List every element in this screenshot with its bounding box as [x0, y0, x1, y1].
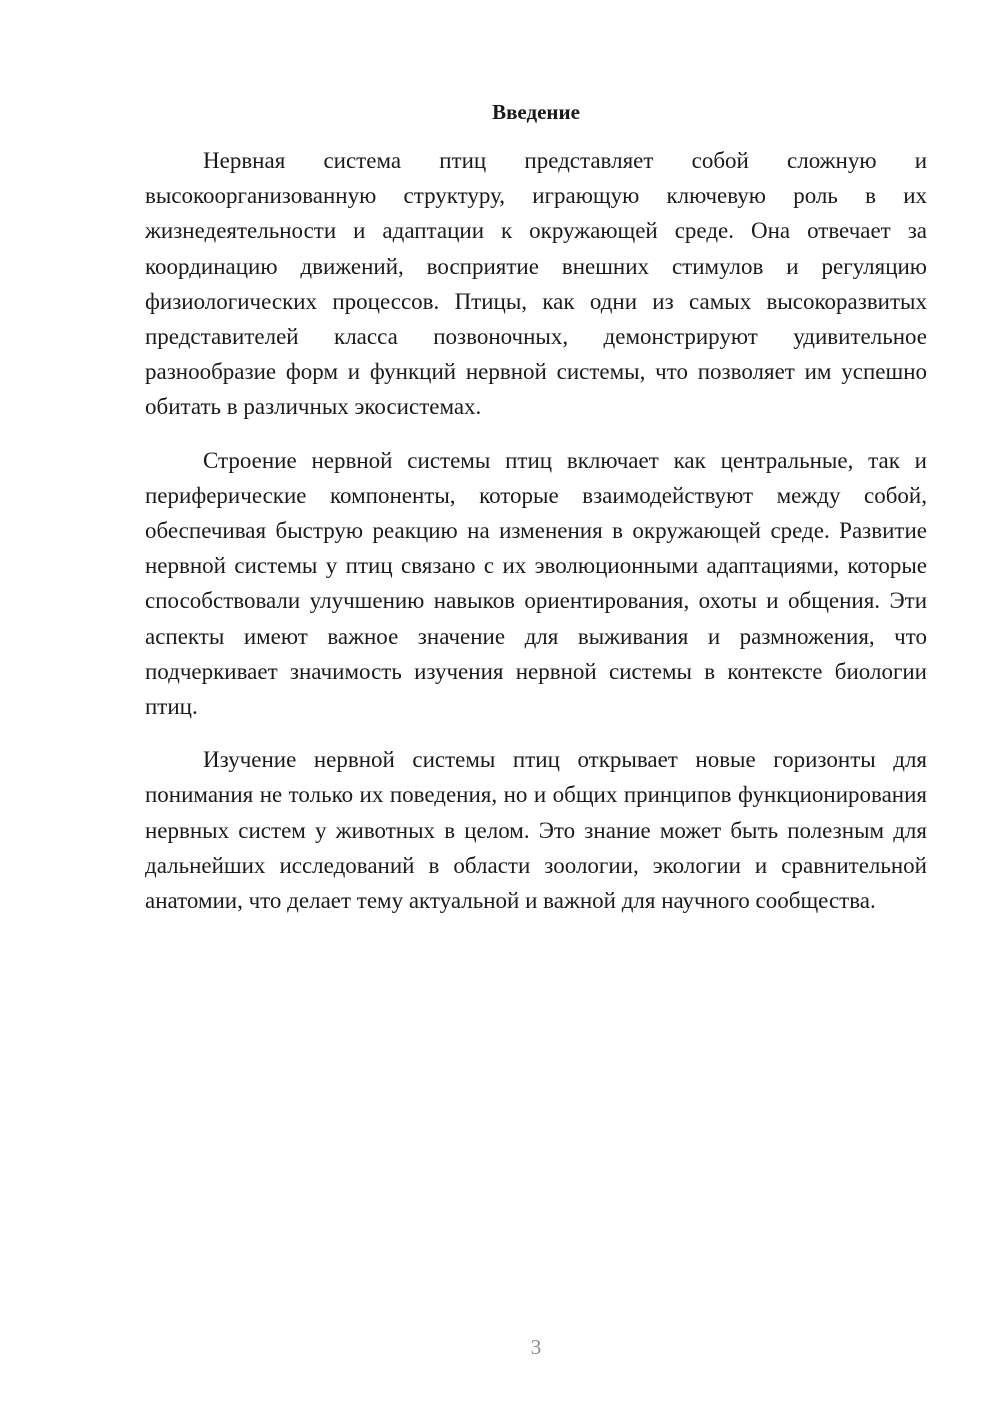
page-number: 3 — [530, 1335, 542, 1359]
paragraph-2: Строение нервной системы птиц включает как центральные, так и периферические компоненты, которые взаимодействуют между собой, обеспечивая быструю реакцию на изменения в окружающей среде. Развитие нервной системы у птиц связано с их эволюционными адаптациями, которые способствовали улучшению навыков ориентирования, охоты и общения. Эти аспекты имеют важное значение для выживания и размножения, что подчеркивает значимость изучения нервной системы в контексте биологии птиц. — [145, 447, 927, 720]
body-text — [145, 143, 927, 936]
paragraph-3: Изучение нервной системы птиц открывает новые горизонты для понимания не только их поведения, но и общих принципов функционирования нервных систем у животных в целом. Это знание может быть полезным для дальнейших исследований в области зоологии, экологии и сравнительной анатомии, что делает тему актуальной и важной для научного сообщества. — [145, 747, 927, 914]
paragraph-1: Нервная система птиц представляет собой сложную и высокоорганизованную структуру, играющую ключевую роль в их жизнедеятельности и адаптации к окружающей среде. Она отвечает за координацию движений, восприятие внешних стимулов и регуляцию физиологических процессов. Птицы, как одни из самых высокоразвитых представителей класса позвоночных, демонстрируют удивительное разнообразие форм и функций нервной системы, что позволяет им успешно обитать в различных экосистемах. — [145, 148, 927, 420]
section-heading: Введение — [492, 100, 580, 124]
